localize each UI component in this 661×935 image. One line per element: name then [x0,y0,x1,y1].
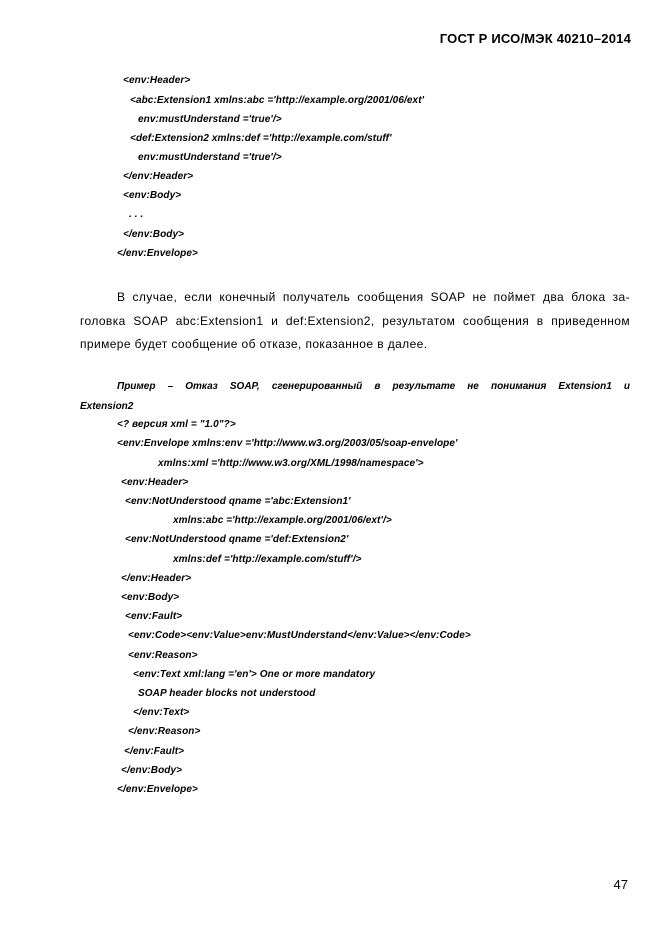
body-paragraph [80,286,630,357]
code-line: env:mustUnderstand ='true'/> [138,114,282,125]
code-line: <env:Header> [121,477,189,488]
code-line: xmlns:xml ='http://www.w3.org/XML/1998/namespace'> [158,458,424,469]
code-line: <env:NotUnderstood qname ='abc:Extension1' [125,496,351,507]
code-line: <env:Text xml:lang ='en'> One or more mandatory [133,669,376,680]
paragraph-line: примере будет сообщение об отказе, показанное в далее. [80,337,428,351]
page-number: 47 [613,877,628,892]
code-line: </env:Envelope> [117,248,198,259]
code-line: </env:Reason> [128,726,201,737]
code-line: xmlns:abc ='http://example.org/2001/06/ext'/> [173,515,392,526]
code-line: </env:Header> [121,573,192,584]
code-line: <abc:Extension1 xmlns:abc ='http://example.org/2001/06/ext' [130,95,425,106]
code-line: env:mustUnderstand ='true'/> [138,152,282,163]
code-line: <env:Reason> [128,650,198,661]
code-line: SOAP header blocks not understood [138,688,316,699]
example-caption [80,377,630,417]
code-line: xmlns:def ='http://example.com/stuff'/> [173,554,362,565]
code-line: </env:Header> [123,171,194,182]
code-line: <env:Fault> [125,611,183,622]
code-line: <? версия xml = "1.0"?> [117,419,236,430]
code-line: </env:Fault> [124,746,185,757]
document-code-header: ГОСТ Р ИСО/МЭК 40210–2014 [439,31,631,46]
example-caption-line: Extension2 [80,401,134,412]
code-line: </env:Body> [121,765,183,776]
example-caption-line: Пример – Отказ SOAP, сгенерированный в результате не понимания Extension1 и [117,381,630,392]
code-line: <env:NotUnderstood qname ='def:Extension2' [125,534,349,545]
paragraph-line: В случае, если конечный получатель сообщения SOAP не поймет два блока за- [117,290,630,304]
paragraph-line: головка SOAP abc:Extension1 и def:Extension2, результатом сообщения в приведенном [80,313,630,328]
code-line: <env:Body> [123,190,182,201]
code-line: <env:Header> [123,75,191,86]
code-line: </env:Envelope> [117,784,198,795]
code-line: <env:Envelope xmlns:env ='http://www.w3.org/2003/05/soap-envelope' [117,438,458,449]
code-line: . . . [129,209,144,220]
code-line: </env:Body> [123,229,185,240]
code-line: <env:Body> [121,592,180,603]
code-line: </env:Text> [133,707,190,718]
code-line: <def:Extension2 xmlns:def ='http://example.com/stuff' [130,133,392,144]
code-line: <env:Code><env:Value>env:MustUnderstand</env:Value></env:Code> [128,630,471,641]
